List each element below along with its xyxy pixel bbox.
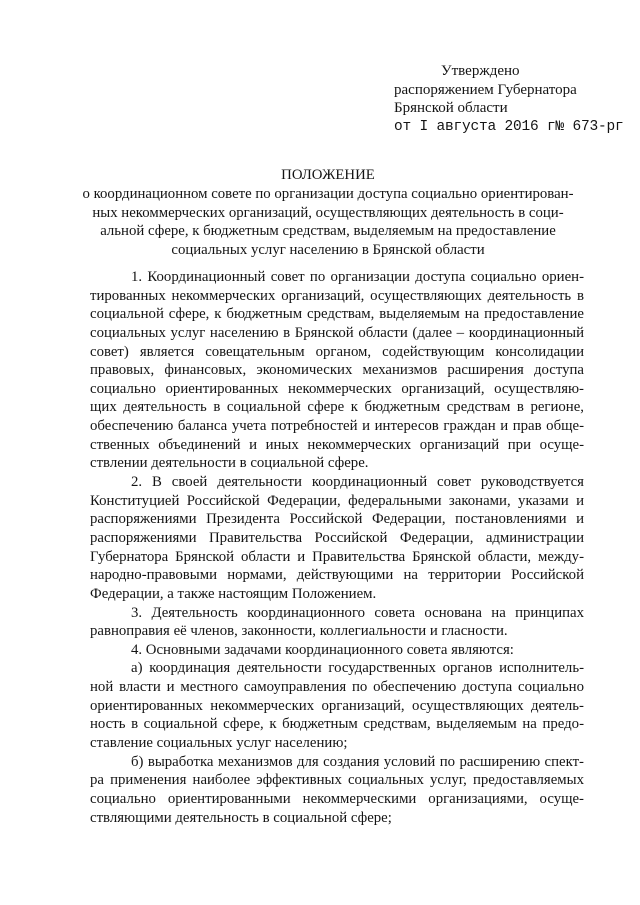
title-line: ных некоммерческих организаций, осуществляющих деятельность в соци- (92, 204, 564, 221)
body-line: ра применения наиболее эффективных социальных услуг, предоставляемых (90, 772, 584, 789)
document-title (82, 166, 574, 259)
body-line: тированных некоммерческих организаций, осуществляющих деятельность в (90, 287, 584, 304)
body-line: 3. Деятельность координационного совета основана на принципах (131, 604, 584, 621)
body-line: ствлении деятельности в социальной сфере. (90, 455, 369, 472)
body-line: ствляющими деятельность в социальной сфере; (90, 809, 392, 826)
body-line: социально ориентированными некоммерческими организациями, осуще- (90, 790, 584, 807)
title-line: о координационном совете по организации доступа социально ориентирован- (82, 186, 574, 203)
body-line: Губернатора Брянской области и Правительства Брянской области, между- (90, 548, 584, 565)
title-line: социальных услуг населению в Брянской области (171, 241, 485, 258)
body-line: социальной сфере, к бюджетным средствам, выделяемым на предоставление (90, 306, 584, 323)
body-line: распоряжениями Президента Российской Федерации, постановлениями и (90, 511, 584, 528)
body-line: 4. Основными задачами координационного совета являются: (131, 641, 514, 658)
body-line: ной власти и местного самоуправления по обеспечению доступа социально (90, 679, 584, 696)
body-line: б) выработка механизмов для создания условий по расширению спект- (131, 753, 584, 770)
document-body (90, 268, 584, 827)
body-line: ориентированных некоммерческих организаций, осуществляющих деятель- (90, 697, 584, 714)
body-line: Федерации, а также настоящим Положением. (90, 585, 377, 602)
approval-stamp (394, 62, 634, 136)
body-line: социальных услуг населению в Брянской области (далее – координационный (90, 324, 584, 341)
body-line: социально ориентированных некоммерческих организаций, осуществляю- (90, 380, 584, 397)
body-line: правовых, финансовых, экономических механизмов расширения доступа (90, 362, 584, 379)
body-line: народно-правовыми нормами, действующими на территории Российской (90, 567, 584, 584)
body-line: совет) является совещательным органом, содействующим консолидации (90, 343, 584, 360)
body-line: ставление социальных услуг населению; (90, 735, 348, 752)
body-line: щих деятельность в социальной сфере к бюджетным средствам в регионе, (90, 399, 584, 416)
body-line: равноправия её членов, законности, коллегиальности и гласности. (90, 623, 508, 640)
title-heading: ПОЛОЖЕНИЕ (281, 167, 375, 183)
body-line: ность в социальной сфере, к бюджетным средствам, выделяемым на предо- (90, 716, 584, 733)
approval-line-decree: распоряжением Губернатора (394, 81, 577, 98)
approval-line-approved: Утверждено (441, 63, 520, 79)
body-line: ственных объединений и иных некоммерческих организаций при осуще- (90, 436, 584, 453)
body-line: обеспечению баланса учета потребностей и интересов граждан и прав обще- (90, 418, 584, 435)
title-line: альной сфере, к бюджетным средствам, выделяемым на предоставление (100, 223, 556, 240)
approval-line-date: от I августа 2016 г№ 673-рг (394, 118, 624, 135)
body-line: распоряжениями Правительства Российской Федерации, администрации (90, 529, 584, 546)
body-line: Конституцией Российской Федерации, федеральными законами, указами и (90, 492, 584, 509)
body-line: 1. Координационный совет по организации доступа социально ориен- (131, 269, 584, 285)
body-line: а) координация деятельности государственных органов исполнитель- (131, 660, 584, 677)
approval-line-region: Брянской области (394, 100, 508, 117)
body-line: 2. В своей деятельности координационный совет руководствуется (131, 474, 584, 491)
